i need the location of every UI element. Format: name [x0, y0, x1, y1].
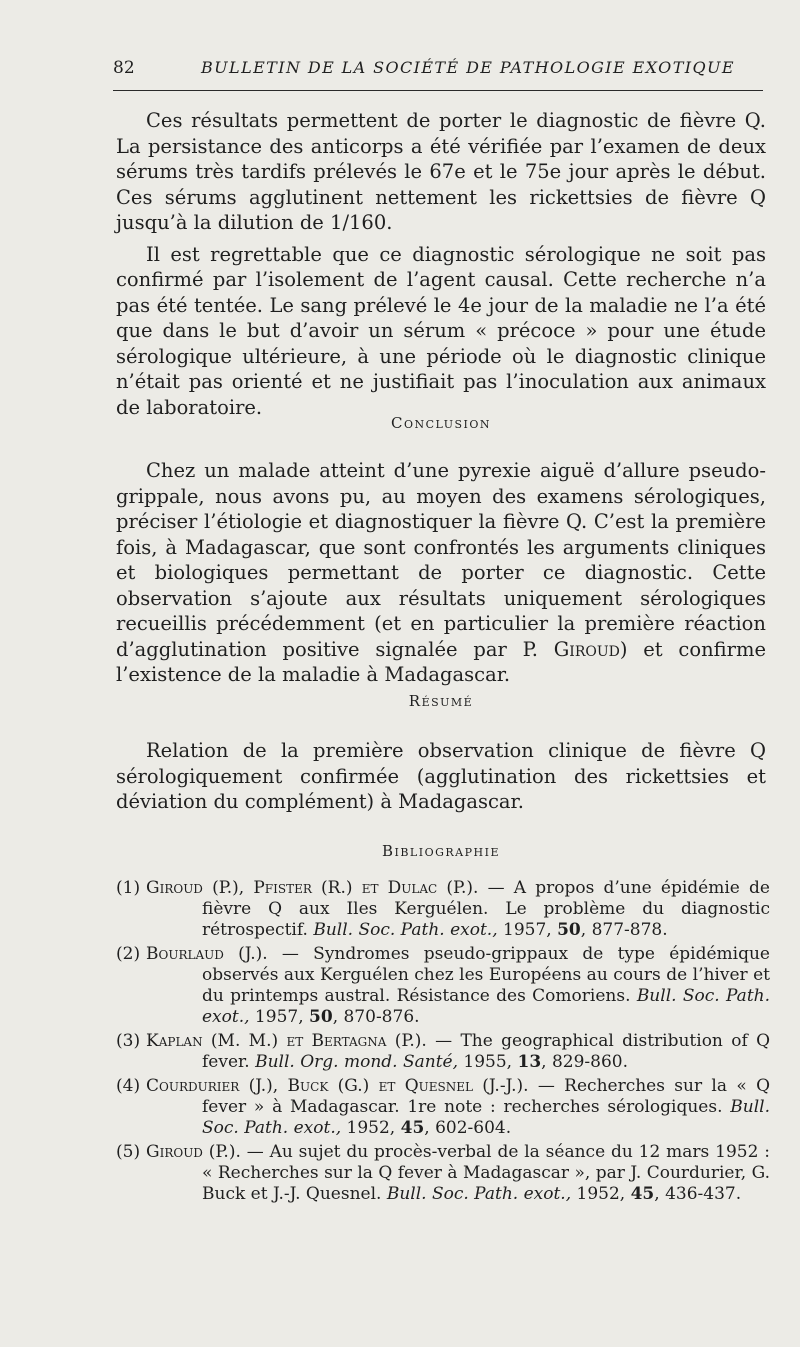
reference-pages: , 602-604. [424, 1118, 512, 1138]
reference-item [116, 878, 770, 941]
reference-pages: , 870-876. [332, 1007, 420, 1027]
reference-volume: 50 [309, 1007, 333, 1027]
reference-text: — Au sujet du procès-verbal de la séance du 12 mars 1952 : « Recherches sur la Q fever à Madagascar », par J. Courdurier, G. Buck et J.-J. Quesnel. [202, 1142, 770, 1204]
reference-authors: Giroud (P.). [146, 1142, 241, 1162]
reference-item [116, 1142, 770, 1205]
bibliography-list [116, 878, 770, 1208]
resume-heading: Résumé [408, 692, 474, 710]
reference-authors: Bourlaud (J.). [146, 944, 268, 964]
page-number: 82 [113, 58, 135, 78]
paragraph-2: Il est regrettable que ce diagnostic sérologique ne soit pas confirmé par l’isolement de l’agent causal. Cette recherche n’a pas été tentée. Le sang prélevé le 4e jour de la maladie ne l’a été que dans le but d’avoir un sérum « précoce » pour une étude sérologique ultérieure, à une période où le diagnostic clinique n’était pas orienté et ne justifiait pas l’inoculation aux animaux de laboratoire. [116, 242, 766, 419]
reference-volume: 45 [400, 1118, 425, 1138]
results-section [116, 108, 766, 420]
reference-text: — A propos d’une épidémie de fièvre Q aux Iles Kerguélen. Le problème du diagnostic rétrospectif. [202, 878, 770, 940]
reference-year: 1952, [571, 1184, 631, 1204]
reference-authors: Kaplan (M. M.) et Bertagna (P.). [146, 1031, 427, 1051]
reference-source: Bull. Soc. Path. exot., [202, 1097, 770, 1138]
bibliography-heading: Bibliographie [381, 842, 500, 860]
reference-text: — The geographical distribution of Q fever. [202, 1031, 771, 1072]
reference-number: (2) [116, 944, 141, 964]
conclusion-section [116, 458, 766, 688]
reference-pages: , 829-860. [541, 1052, 629, 1072]
reference-year: 1952, [341, 1118, 401, 1138]
resume-paragraph: Relation de la première observation clinique de fièvre Q sérologiquement confirmée (agglutination des rickettsies et déviation du complément) à Madagascar. [116, 739, 766, 813]
conclusion-heading: Conclusion [390, 414, 492, 432]
reference-source: Bull. Soc. Path. exot., [313, 920, 498, 940]
reference-source: Bull. Soc. Path. exot., [202, 986, 771, 1027]
conclusion-text-before: Chez un malade atteint d’une pyrexie aiguë d’allure pseudo-grippale, nous avons pu, au moyen des examens sérologiques, préciser l’étiologie et diagnostiquer la fièvre Q. C’est la première fois, à Madagascar, que sont confrontés les arguments cliniques et biologiques permettant de porter ce diagnostic. Cette observation s’ajoute aux résultats uniquement sérologiques recueillis précédemment (et en particulier la première réaction d’agglutination positive signalée par P. [116, 459, 766, 661]
reference-number: (4) [116, 1076, 141, 1096]
reference-number: (5) [116, 1142, 141, 1162]
reference-pages: , 436-437. [654, 1184, 742, 1204]
reference-volume: 45 [630, 1184, 655, 1204]
reference-pages: , 877-878. [580, 920, 668, 940]
reference-year: 1957, [497, 920, 558, 940]
reference-volume: 13 [517, 1052, 542, 1072]
reference-volume: 50 [557, 920, 581, 940]
reference-authors: Courdurier (J.), Buck (G.) et Quesnel (J.-J.). [146, 1076, 529, 1096]
reference-item [116, 1031, 770, 1073]
running-head [113, 58, 763, 91]
reference-authors: Giroud (P.), Pfister (R.) et Dulac (P.). [146, 878, 479, 898]
reference-number: (1) [116, 878, 141, 898]
reference-year: 1957, [249, 1007, 310, 1027]
reference-source: Bull. Soc. Path. exot., [386, 1184, 572, 1204]
reference-item [116, 1076, 770, 1139]
paragraph-1: Ces résultats permettent de porter le diagnostic de fièvre Q. La persistance des anticorps a été vérifiée par l’examen de deux sérums très tardifs prélevés le 67e et le 75e jour après le début. Ces sérums agglutinent nettement les rickettsies de fièvre Q jusqu’à la dilution de 1/160. [116, 109, 766, 234]
reference-text: — Syndromes pseudo-grippaux de type épidémique observés aux Kerguélen chez les Européens au cours de l’hiver et du printemps austral. Résistance des Comoriens. [202, 944, 770, 1006]
reference-source: Bull. Org. mond. Santé, [255, 1052, 458, 1072]
conclusion-author: Giroud [553, 637, 620, 661]
journal-title: BULLETIN DE LA SOCIÉTÉ DE PATHOLOGIE EXOTIQUE [201, 58, 735, 77]
reference-number: (3) [116, 1031, 141, 1051]
reference-text: — Recherches sur la « Q fever » à Madagascar. 1re note : recherches sérologiques. [202, 1076, 771, 1117]
reference-item [116, 944, 770, 1028]
reference-year: 1955, [458, 1052, 518, 1072]
conclusion-paragraph [116, 458, 766, 688]
conclusion-text-after: ) et confirme l’existence de la maladie à Madagascar. [116, 637, 766, 686]
resume-section [116, 738, 766, 815]
